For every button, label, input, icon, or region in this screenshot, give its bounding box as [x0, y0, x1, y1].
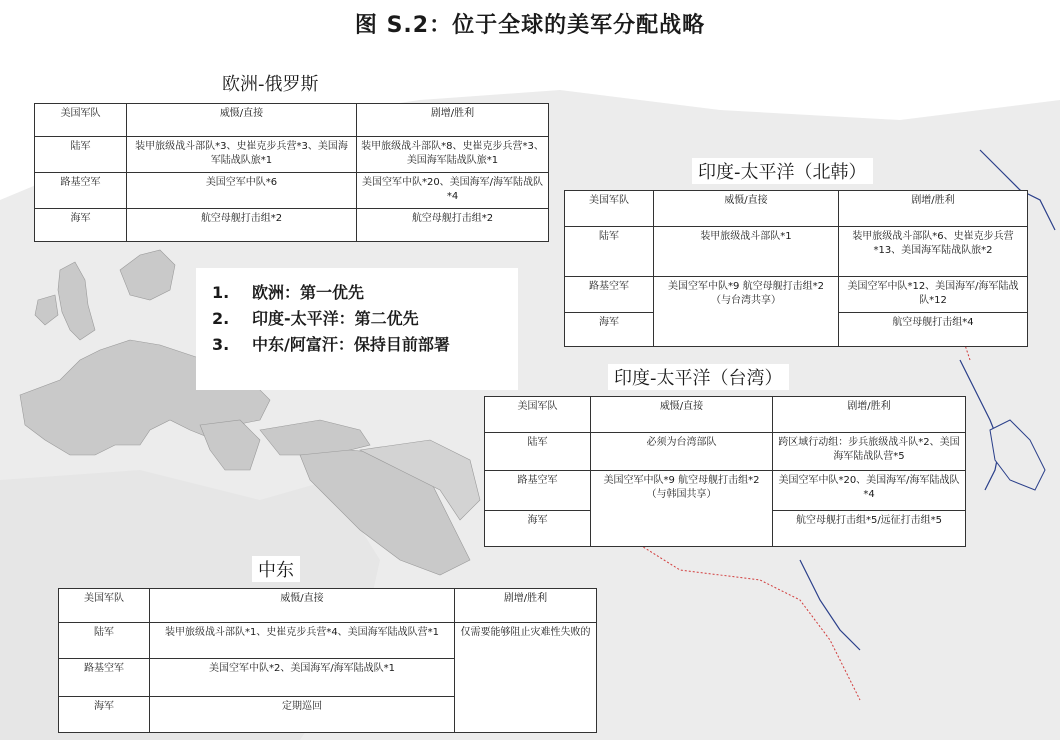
mideast-title: 中东 [252, 556, 300, 582]
mideast-navy-deter: 定期巡回 [150, 697, 455, 733]
row-army: 陆军 [485, 433, 591, 471]
table-row [565, 277, 1028, 313]
header-forces: 美国军队 [59, 589, 150, 623]
row-navy: 海军 [59, 697, 150, 733]
header-deter: 威慑/直接 [591, 397, 773, 433]
priority-text: 印度-太平洋：第二优先 [252, 309, 419, 328]
europe-army-surge: 装甲旅级战斗部队*8、史崔克步兵营*3、美国海军陆战队旅*1 [357, 137, 549, 173]
europe-navy-surge: 航空母舰打击组*2 [357, 209, 549, 242]
table-row [59, 589, 597, 623]
mideast-army-deter: 装甲旅级战斗部队*1、史崔克步兵营*4、美国海军陆战队营*1 [150, 623, 455, 659]
list-item [212, 306, 450, 332]
header-surge: 剧增/胜利 [773, 397, 966, 433]
taiwan-title: 印度-太平洋（台湾） [608, 364, 789, 390]
taiwan-table [484, 396, 966, 547]
table-row [35, 137, 549, 173]
table-row [35, 173, 549, 209]
table-row [35, 209, 549, 242]
priority-text: 中东/阿富汗：保持目前部署 [252, 335, 450, 354]
priority-number: 1. [212, 283, 230, 302]
header-forces: 美国军队 [565, 191, 654, 227]
europe-title: 欧洲-俄罗斯 [216, 70, 325, 96]
korea-table [564, 190, 1028, 347]
list-item [212, 280, 450, 306]
table-row [485, 397, 966, 433]
row-navy: 海军 [565, 313, 654, 347]
row-army: 陆军 [59, 623, 150, 659]
table-row [59, 623, 597, 659]
table-row [35, 104, 549, 137]
header-deter: 威慑/直接 [150, 589, 455, 623]
taiwan-air-surge: 美国空军中队*20、美国海军/海军陆战队*4 [773, 471, 966, 511]
row-air: 路基空军 [485, 471, 591, 511]
korea-army-deter: 装甲旅级战斗部队*1 [654, 227, 839, 277]
taiwan-army-surge: 跨区域行动组：步兵旅级战斗队*2、美国海军陆战队营*5 [773, 433, 966, 471]
row-air: 路基空军 [59, 659, 150, 697]
row-air: 路基空军 [565, 277, 654, 313]
priority-text: 欧洲：第一优先 [252, 283, 365, 302]
table-row [485, 471, 966, 511]
mideast-surge: 仅需要能够阻止灾难性失败的 [455, 623, 597, 733]
table-row [565, 191, 1028, 227]
header-deter: 威慑/直接 [127, 104, 357, 137]
row-navy: 海军 [485, 511, 591, 547]
header-surge: 剧增/胜利 [357, 104, 549, 137]
europe-table [34, 103, 549, 242]
mideast-air-deter: 美国空军中队*2、美国海军/海军陆战队*1 [150, 659, 455, 697]
korea-airnavy-deter: 美国空军中队*9 航空母舰打击组*2 （与台湾共享） [654, 277, 839, 347]
mideast-table [58, 588, 597, 733]
korea-army-surge: 装甲旅级战斗部队*6、史崔克步兵营*13、美国海军陆战队旅*2 [839, 227, 1028, 277]
europe-army-deter: 装甲旅级战斗部队*3、史崔克步兵营*3、美国海军陆战队旅*1 [127, 137, 357, 173]
header-forces: 美国军队 [485, 397, 591, 433]
europe-navy-deter: 航空母舰打击组*2 [127, 209, 357, 242]
page-title: 图 S.2：位于全球的美军分配战略 [354, 13, 706, 38]
taiwan-army-deter: 必须为台湾部队 [591, 433, 773, 471]
list-item [212, 332, 450, 358]
priority-number: 3. [212, 335, 230, 354]
header-deter: 威慑/直接 [654, 191, 839, 227]
table-row [485, 433, 966, 471]
europe-air-deter: 美国空军中队*6 [127, 173, 357, 209]
korea-title: 印度-太平洋（北韩） [692, 158, 873, 184]
korea-navy-surge: 航空母舰打击组*4 [839, 313, 1028, 347]
row-air: 路基空军 [35, 173, 127, 209]
header-forces: 美国军队 [35, 104, 127, 137]
priority-number: 2. [212, 309, 230, 328]
table-row [565, 227, 1028, 277]
row-navy: 海军 [35, 209, 127, 242]
header-surge: 剧增/胜利 [839, 191, 1028, 227]
priority-list [212, 280, 450, 358]
row-army: 陆军 [35, 137, 127, 173]
taiwan-airnavy-deter: 美国空军中队*9 航空母舰打击组*2 （与韩国共享） [591, 471, 773, 547]
taiwan-navy-surge: 航空母舰打击组*5/远征打击组*5 [773, 511, 966, 547]
europe-air-surge: 美国空军中队*20、美国海军/海军陆战队*4 [357, 173, 549, 209]
korea-air-surge: 美国空军中队*12、美国海军/海军陆战队*12 [839, 277, 1028, 313]
row-army: 陆军 [565, 227, 654, 277]
header-surge: 剧增/胜利 [455, 589, 597, 623]
